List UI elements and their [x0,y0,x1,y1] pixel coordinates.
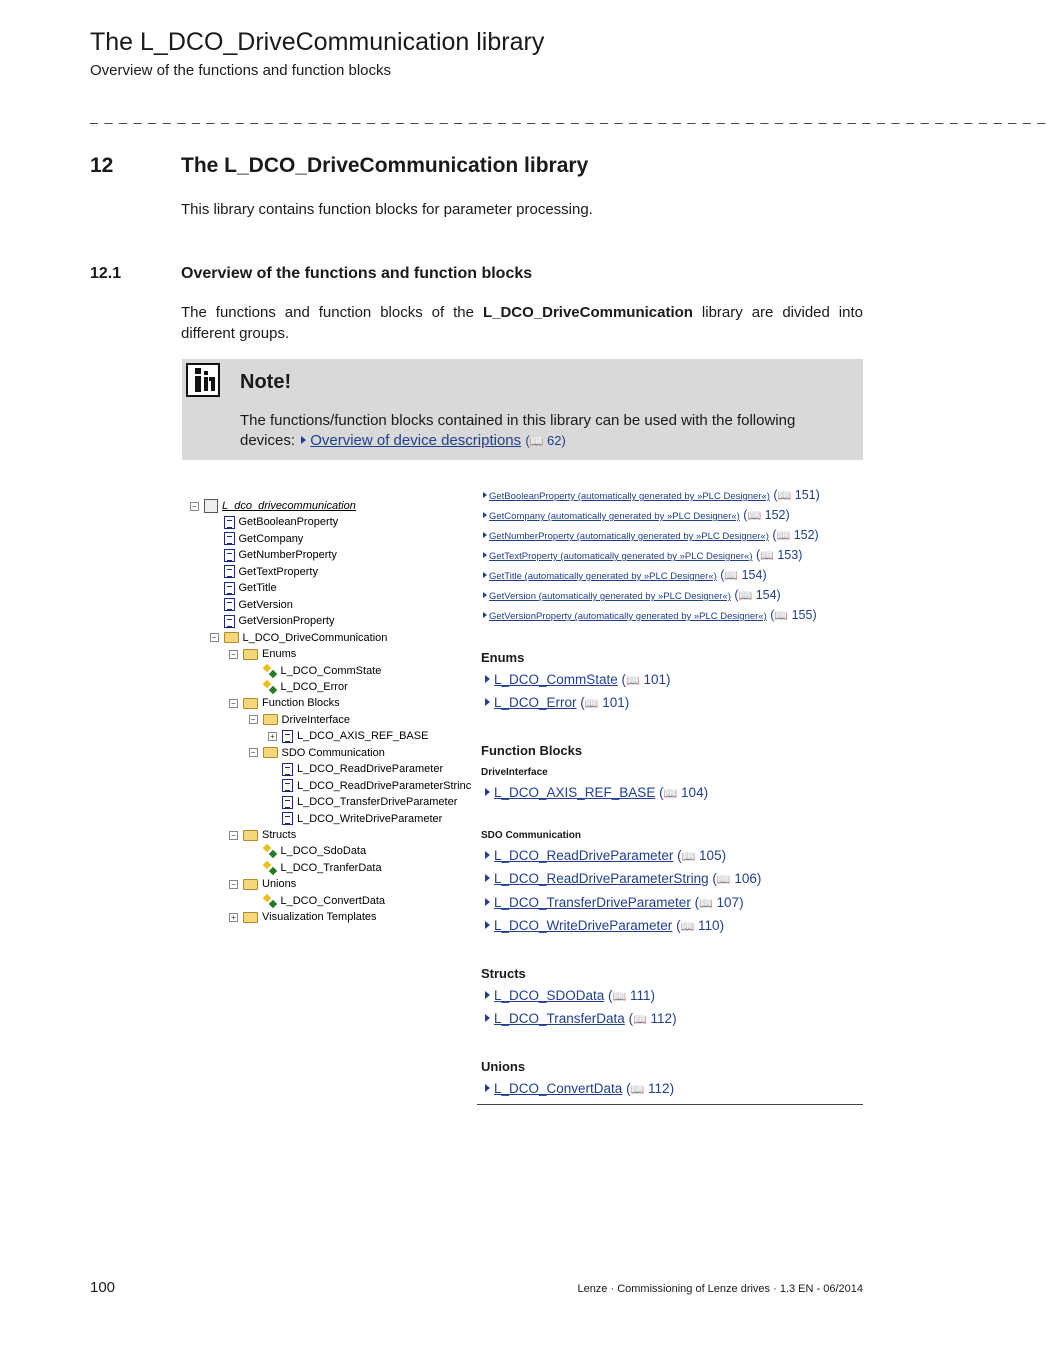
pou-icon [224,516,235,529]
pou-icon [224,598,235,611]
function-item [481,588,781,602]
book-icon: 📖 [747,510,762,522]
info-icon [186,363,220,397]
item-link[interactable]: L_DCO_TransferDriveParameter [494,894,691,910]
tree-node[interactable] [224,564,318,580]
section-title: The L_DCO_DriveCommunication library [181,154,589,177]
item-link[interactable]: L_DCO_AXIS_REF_BASE [494,785,656,800]
tree-node[interactable] [229,876,296,892]
book-icon: 📖 [633,1014,647,1027]
tree-node-label: GetBooleanProperty [238,516,339,529]
subgroup-heading-driveinterface: DriveInterface [481,767,548,778]
collapse-icon[interactable]: − [190,502,199,511]
link-arrow-icon [485,921,490,929]
tree-node[interactable] [229,827,296,843]
tree-node-label: DriveInterface [281,713,350,726]
library-tree [190,498,475,928]
list-bottom-rule [477,1104,863,1105]
group-item [483,871,761,886]
link-arrow-icon [485,874,490,882]
link-arrow-icon [483,492,487,498]
tree-node-label: GetVersionProperty [238,615,335,628]
page-ref: (📖 155) [766,608,817,622]
tree-node-label: L_DCO_Error [280,680,348,693]
page-ref: (📖 104) [655,785,709,800]
collapse-icon[interactable]: − [249,748,258,757]
page-number: 100 [90,1279,116,1296]
tree-node-label: L_DCO_WriteDriveParameter [297,812,443,825]
item-link[interactable]: L_DCO_ReadDriveParameter [494,848,674,863]
link-arrow-icon [483,592,487,598]
section-intro: This library contains function blocks for parameter processing. [181,201,593,218]
book-icon: 📖 [776,530,791,542]
group-item [483,895,744,910]
book-icon: 📖 [626,675,640,687]
book-icon: 📖 [716,874,731,887]
book-icon: 📖 [612,991,627,1003]
group-heading-structs: Structs [481,966,526,981]
tree-node[interactable] [224,613,335,629]
group-item [483,695,629,710]
pou-icon [224,565,235,578]
book-icon: 📖 [738,590,753,602]
tree-node-label: L_DCO_SdoData [280,845,367,858]
link-arrow-icon [483,572,487,578]
tree-node[interactable] [190,498,356,514]
subsection-number: 12.1 [90,265,122,282]
tree-node[interactable] [263,893,386,909]
page-ref: (📖 110) [672,917,725,933]
tree-node[interactable] [229,909,377,925]
tree-node[interactable] [229,695,340,711]
link-arrow-icon [483,532,487,538]
book-icon: 📖 [777,490,792,502]
tree-node[interactable] [263,663,382,679]
function-link[interactable]: GetNumberProperty (automatically generated by »PLC Designer«) [489,531,769,542]
function-item [481,548,802,562]
function-link[interactable]: GetCompany (automatically generated by »PLC Designer«) [489,511,740,522]
tree-node-label: L_DCO_TransferDriveParameter [297,796,458,809]
function-link[interactable]: GetBooleanProperty (automatically generated by »PLC Designer«) [489,491,770,502]
running-header-title: The L_DCO_DriveCommunication library [90,28,545,56]
function-item [481,508,790,522]
tree-node-label: L_DCO_ConvertData [280,894,386,907]
page-ref: (📖 152) [739,508,790,522]
page-ref: (📖 106) [708,871,762,887]
datatype-icon [263,664,277,678]
tree-node[interactable] [224,514,339,530]
link-arrow-icon [485,788,490,796]
pou-icon [224,582,235,595]
page-ref: (📖 152) [768,528,819,542]
library-icon [204,499,218,513]
function-link[interactable]: GetVersion (automatically generated by »PLC Designer«) [489,591,731,602]
link-arrow-icon [485,698,490,706]
running-header-subtitle: Overview of the functions and function blocks [90,62,391,79]
folder-icon [243,698,258,709]
folder-icon [243,649,258,660]
book-icon: 📖 [529,436,544,448]
page-ref: (📖 105) [673,848,727,863]
note-box [182,359,863,460]
tree-node-label: GetNumberProperty [238,549,337,562]
page-ref: (📖 154) [716,568,767,582]
expand-icon[interactable]: + [268,732,277,741]
tree-node[interactable] [263,860,382,876]
note-text: The functions/function blocks contained in this library can be used with the following devices: Overview of device descriptions (📖 62) [240,412,796,449]
folder-icon [243,879,258,890]
subsection-paragraph: The functions and function blocks of the L_DCO_DriveCommunication library are divided into different groups. [181,304,863,342]
collapse-icon[interactable]: − [229,699,238,708]
note-title: Note! [240,371,292,393]
tree-node[interactable] [210,630,388,646]
item-link[interactable]: L_DCO_CommState [494,672,618,687]
link-arrow-icon [483,512,487,518]
link-arrow-icon [301,436,306,444]
page-ref: (📖 112) [624,1011,677,1027]
tree-node[interactable] [282,811,442,827]
tree-node-label: L_DCO_ReadDriveParameterStrinc [297,779,472,792]
page-ref: (📖 112) [622,1081,675,1096]
tree-node-label: Unions [262,878,297,891]
function-item [481,488,820,502]
function-item [481,568,767,582]
pou-icon [282,763,293,776]
group-item [483,672,671,687]
book-icon: 📖 [724,570,739,582]
function-item [481,608,817,622]
item-link[interactable]: L_DCO_SDOData [494,988,605,1003]
tree-node[interactable] [224,547,337,563]
tree-node[interactable] [268,728,428,744]
link-arrow-icon [485,991,490,999]
pou-icon [282,730,293,743]
tree-node[interactable] [224,580,277,596]
page-ref: (📖 101) [617,672,671,687]
group-item [483,1011,677,1026]
book-icon: 📖 [630,1084,645,1096]
datatype-icon [263,680,277,694]
header-separator: _ _ _ _ _ _ _ _ _ _ _ _ _ _ _ _ _ _ _ _ _ _ _ _ _ _ _ _ _ _ _ _ _ _ _ _ _ _ _ _ _ _ _ _ _ _ _ _ _ _ _ _ _ _ _ _ _ _ _ _ _ _ _ _ _ _ [90,108,1047,124]
datatype-icon [263,844,277,858]
page-ref: (📖 111) [604,988,656,1003]
device-descriptions-link[interactable]: Overview of device descriptions [310,432,522,449]
page-ref: (📖 151) [769,488,820,502]
book-icon: 📖 [663,788,678,800]
collapse-icon[interactable]: − [249,715,258,724]
pou-icon [224,532,235,545]
section-number: 12 [90,154,114,177]
group-item [483,918,724,933]
tree-node[interactable] [249,745,385,761]
group-item [483,848,726,863]
tree-node[interactable] [229,646,296,662]
tree-node[interactable] [282,778,471,794]
tree-node[interactable] [282,794,457,810]
book-icon: 📖 [681,851,696,863]
folder-icon [263,714,278,725]
tree-node[interactable] [249,712,350,728]
tree-node-label: L_DCO_TranferData [280,861,382,874]
link-arrow-icon [485,851,490,859]
group-heading-unions: Unions [481,1059,526,1074]
link-arrow-icon [483,552,487,558]
footer-text: Lenze · Commissioning of Lenze drives · 1.3 EN - 06/2014 [577,1283,863,1295]
tree-node[interactable] [263,679,348,695]
item-link[interactable]: L_DCO_Error [494,695,577,711]
page-ref: (📖 101) [576,695,630,711]
tree-node-label: L_DCO_AXIS_REF_BASE [297,730,429,743]
function-link[interactable]: GetTextProperty (automatically generated by »PLC Designer«) [489,551,753,562]
collapse-icon[interactable]: − [229,650,238,659]
tree-node-label: L_DCO_DriveCommunication [242,631,388,644]
collapse-icon[interactable]: − [210,633,219,642]
folder-icon [243,830,258,841]
pou-icon [224,615,235,628]
item-link[interactable]: L_DCO_TransferData [494,1011,625,1027]
group-item [483,1081,674,1096]
tree-node-label: L_DCO_ReadDriveParameter [297,763,444,776]
tree-node-label: GetTitle [238,582,277,595]
tree-node-label: SDO Communication [281,746,385,759]
item-link[interactable]: L_DCO_WriteDriveParameter [494,917,673,933]
group-item [483,785,708,800]
folder-icon [224,632,239,643]
pou-icon [282,812,293,825]
tree-node-label: GetCompany [238,532,304,545]
item-link[interactable]: L_DCO_ConvertData [494,1081,623,1096]
datatype-icon [263,894,277,908]
tree-node-label: L_dco_drivecommunication [222,500,356,512]
page-ref: (📖 153) [752,548,803,562]
book-icon: 📖 [584,698,599,711]
link-arrow-icon [485,1014,490,1022]
folder-icon [243,912,258,923]
page-ref: (📖 154) [730,588,781,602]
link-arrow-icon [485,675,490,683]
book-icon: 📖 [760,550,774,562]
item-link[interactable]: L_DCO_ReadDriveParameterString [494,871,709,887]
group-heading-enums: Enums [481,650,525,665]
collapse-icon[interactable]: − [229,831,238,840]
group-item [483,988,655,1003]
tree-node[interactable] [224,597,293,613]
tree-node[interactable] [282,761,443,777]
tree-node-label: Enums [262,648,297,661]
expand-icon[interactable]: + [229,913,238,922]
pou-icon [282,779,293,792]
function-link[interactable]: GetVersionProperty (automatically generated by »PLC Designer«) [489,611,767,622]
book-icon: 📖 [699,897,713,910]
link-arrow-icon [483,612,487,618]
page-ref: (📖 107) [690,894,744,910]
tree-node-label: GetVersion [238,598,293,611]
link-arrow-icon [485,898,490,906]
pou-icon [282,796,293,809]
group-heading-function-blocks: Function Blocks [481,743,583,758]
subgroup-heading-sdo: SDO Communication [481,830,582,841]
datatype-icon [263,861,277,875]
tree-node-label: GetTextProperty [238,565,318,578]
tree-node[interactable] [263,843,367,859]
subsection-title: Overview of the functions and function blocks [181,265,533,282]
book-icon: 📖 [774,610,789,622]
book-icon: 📖 [680,920,695,933]
tree-node-label: Visualization Templates [262,911,377,924]
folder-icon [263,747,278,758]
function-item [481,528,819,542]
tree-node-label: L_DCO_CommState [280,664,382,677]
tree-node-label: Function Blocks [262,697,340,710]
pou-icon [224,549,235,562]
tree-node[interactable] [224,531,304,547]
tree-node-label: Structs [262,829,297,841]
function-link[interactable]: GetTitle (automatically generated by »PLC Designer«) [489,571,717,582]
collapse-icon[interactable]: − [229,880,238,889]
link-arrow-icon [485,1084,490,1092]
